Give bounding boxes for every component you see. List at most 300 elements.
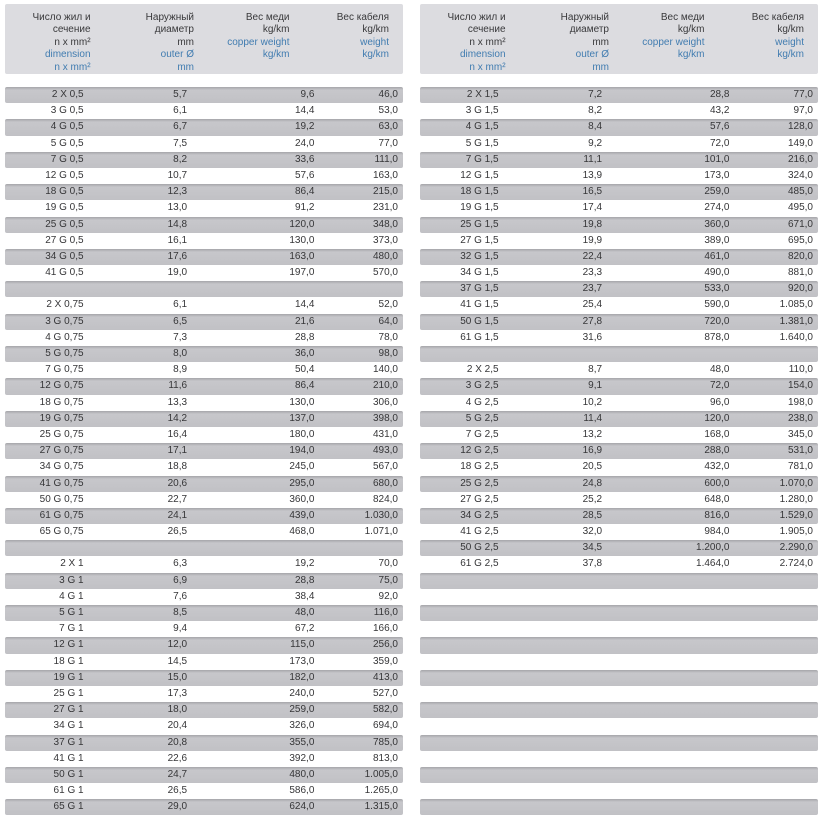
header-line-ru: n x mm² xyxy=(54,36,91,48)
header-line-ru: диаметр xyxy=(569,24,609,36)
cable-weight-cell: 1.030,0 xyxy=(364,509,398,521)
cable-weight-cell: 785,0 xyxy=(372,736,398,748)
outer-diameter-cell: 28,5 xyxy=(582,509,603,521)
table-row xyxy=(420,87,818,103)
header-line-ru: kg/km xyxy=(262,24,290,36)
table-row xyxy=(420,427,818,443)
dimension-cell: 27 G 1 xyxy=(53,704,84,716)
table-row xyxy=(5,459,403,475)
dimension-cell: 19 G 1 xyxy=(53,671,84,683)
table-row xyxy=(5,200,403,216)
table-row xyxy=(5,476,403,492)
dimension-cell: 4 G 1 xyxy=(59,590,84,602)
empty-row xyxy=(420,799,818,815)
header-line-ru: сечение xyxy=(52,24,91,36)
table-row xyxy=(5,621,403,637)
copper-weight-cell: 21,6 xyxy=(294,315,315,327)
dimension-cell: 7 G 1,5 xyxy=(465,153,499,165)
header-line-en: outer Ø xyxy=(160,49,194,61)
copper-weight-cell: 180,0 xyxy=(289,428,315,440)
outer-diameter-cell: 17,6 xyxy=(167,250,188,262)
cable-weight-cell: 1.381,0 xyxy=(779,315,813,327)
outer-diameter-cell: 14,2 xyxy=(167,412,188,424)
dimension-cell: 2 X 0,5 xyxy=(51,89,84,100)
outer-diameter-cell: 25,2 xyxy=(582,493,603,505)
table-row xyxy=(5,702,403,718)
cable-weight-cell: 431,0 xyxy=(372,428,398,440)
outer-diameter-cell: 31,6 xyxy=(582,331,603,343)
outer-diameter-cell: 19,9 xyxy=(582,234,603,246)
outer-diameter-cell: 22,4 xyxy=(582,250,603,262)
cable-weight-cell: 154,0 xyxy=(787,380,813,392)
dimension-cell: 34 G 1,5 xyxy=(460,267,499,279)
outer-diameter-cell: 13,3 xyxy=(167,396,188,408)
outer-diameter-cell: 34,5 xyxy=(582,542,603,554)
outer-diameter-cell: 10,7 xyxy=(167,169,188,181)
cable-weight-cell: 1.315,0 xyxy=(364,801,398,813)
copper-weight-cell: 115,0 xyxy=(290,639,315,651)
header-line-en: n x mm² xyxy=(469,61,506,73)
empty-row xyxy=(420,621,818,637)
copper-weight-cell: 288,0 xyxy=(704,445,730,457)
dimension-cell: 61 G 2,5 xyxy=(460,558,499,570)
outer-diameter-cell: 23,3 xyxy=(582,267,603,279)
cable-weight-cell: 493,0 xyxy=(372,445,398,457)
outer-diameter-cell: 8,5 xyxy=(173,607,188,618)
copper-weight-cell: 194,0 xyxy=(289,445,315,457)
header-line-en: copper weight xyxy=(227,36,290,48)
cable-weight-cell: 215,0 xyxy=(372,186,398,198)
cable-weight-cell: 128,0 xyxy=(787,121,813,133)
table-row xyxy=(420,330,818,346)
outer-diameter-cell: 23,7 xyxy=(582,283,603,295)
cable-weight-cell: 1.085,0 xyxy=(779,299,813,311)
dimension-cell: 18 G 0,5 xyxy=(45,186,84,198)
column-header-cable-weight xyxy=(711,12,811,74)
cable-weight-cell: 480,0 xyxy=(372,250,398,262)
copper-weight-cell: 48,0 xyxy=(709,364,730,376)
cable-weight-cell: 1.905,0 xyxy=(779,526,813,538)
outer-diameter-cell: 8,0 xyxy=(173,348,188,359)
empty-row xyxy=(420,783,818,799)
table-body xyxy=(5,87,403,815)
dimension-cell: 3 G 1,5 xyxy=(465,105,499,117)
cable-weight-cell: 359,0 xyxy=(372,655,398,667)
column-header-dimension xyxy=(420,12,512,74)
empty-row xyxy=(420,605,818,621)
header-line-en: copper weight xyxy=(642,36,705,48)
copper-weight-cell: 57,6 xyxy=(294,169,315,181)
outer-diameter-cell: 18,0 xyxy=(167,704,188,716)
cable-weight-cell: 1.071,0 xyxy=(364,526,398,538)
outer-diameter-cell: 6,9 xyxy=(173,574,188,586)
table-row xyxy=(420,411,818,427)
copper-weight-cell: 355,0 xyxy=(289,736,315,748)
copper-weight-cell: 432,0 xyxy=(704,461,730,473)
copper-weight-cell: 91,2 xyxy=(294,202,315,214)
dimension-cell: 3 G 0,5 xyxy=(50,105,84,117)
outer-diameter-cell: 16,4 xyxy=(167,428,188,440)
dimension-cell: 5 G 0,75 xyxy=(45,348,84,359)
dimension-cell: 4 G 0,5 xyxy=(50,121,84,133)
outer-diameter-cell: 20,6 xyxy=(167,477,188,489)
copper-weight-cell: 36,0 xyxy=(294,348,315,359)
cable-weight-cell: 671,0 xyxy=(787,218,813,230)
outer-diameter-cell: 10,2 xyxy=(582,396,603,408)
copper-weight-cell: 586,0 xyxy=(289,785,315,797)
table-row xyxy=(420,556,818,572)
column-header-dimension xyxy=(5,12,97,74)
copper-weight-cell: 86,4 xyxy=(294,380,315,392)
dimension-cell: 25 G 1 xyxy=(53,687,84,699)
copper-weight-cell: 28,8 xyxy=(709,89,730,100)
table-row xyxy=(420,459,818,475)
dimension-cell: 65 G 0,75 xyxy=(39,526,84,538)
dimension-cell: 12 G 0,5 xyxy=(45,169,84,181)
cable-weight-cell: 324,0 xyxy=(787,169,813,181)
copper-weight-cell: 19,2 xyxy=(294,121,315,133)
header-line-en: kg/km xyxy=(362,49,390,61)
table-row xyxy=(5,233,403,249)
outer-diameter-cell: 17,1 xyxy=(167,445,188,457)
dimension-cell: 18 G 2,5 xyxy=(460,461,499,473)
header-line-en: weight xyxy=(360,36,390,48)
header-line-ru: Наружный xyxy=(145,12,194,23)
table-row xyxy=(5,330,403,346)
dimension-cell: 5 G 2,5 xyxy=(465,412,499,424)
header-line-ru: Вес меди xyxy=(660,12,705,23)
column-header-outer-diameter xyxy=(97,12,200,74)
table-row xyxy=(420,168,818,184)
table-row xyxy=(420,136,818,152)
dimension-cell: 41 G 1 xyxy=(53,752,84,764)
outer-diameter-cell: 7,2 xyxy=(588,89,603,100)
dimension-cell: 65 G 1 xyxy=(53,801,84,813)
dimension-cell: 37 G 1,5 xyxy=(460,283,499,295)
separator-row xyxy=(5,281,403,297)
cable-weight-cell: 1.280,0 xyxy=(779,493,813,505)
outer-diameter-cell: 17,3 xyxy=(167,687,188,699)
cable-weight-cell: 53,0 xyxy=(378,105,398,117)
dimension-cell: 19 G 1,5 xyxy=(460,202,499,214)
header-line-en: mm xyxy=(592,61,609,73)
outer-diameter-cell: 27,8 xyxy=(582,315,603,327)
outer-diameter-cell: 15,0 xyxy=(167,671,188,683)
cable-weight-cell: 110,0 xyxy=(788,364,813,376)
empty-row xyxy=(420,573,818,589)
table-row xyxy=(5,783,403,799)
copper-weight-cell: 389,0 xyxy=(704,234,730,246)
dimension-cell: 50 G 1 xyxy=(53,768,84,780)
outer-diameter-cell: 7,3 xyxy=(173,331,188,343)
copper-weight-cell: 392,0 xyxy=(289,752,315,764)
cable-weight-cell: 116,0 xyxy=(373,607,398,618)
empty-row xyxy=(420,735,818,751)
cable-weight-cell: 306,0 xyxy=(372,396,398,408)
separator-row xyxy=(420,346,818,362)
outer-diameter-cell: 13,0 xyxy=(167,202,188,214)
copper-weight-cell: 259,0 xyxy=(704,186,730,198)
table-row xyxy=(420,119,818,135)
outer-diameter-cell: 8,2 xyxy=(173,153,188,165)
dimension-cell: 12 G 0,75 xyxy=(39,380,84,392)
header-line-en: weight xyxy=(775,36,805,48)
table-row xyxy=(5,443,403,459)
copper-weight-cell: 9,6 xyxy=(300,89,315,100)
header-line-ru: Число жил и xyxy=(32,12,91,23)
outer-diameter-cell: 7,6 xyxy=(173,590,188,602)
dimension-cell: 37 G 1 xyxy=(53,736,84,748)
cable-weight-cell: 373,0 xyxy=(372,234,398,246)
header-line-ru: Число жил и xyxy=(447,12,506,23)
cable-weight-cell: 920,0 xyxy=(787,283,813,295)
copper-weight-cell: 120,0 xyxy=(704,412,730,424)
dimension-cell: 18 G 0,75 xyxy=(39,396,84,408)
table-row xyxy=(420,217,818,233)
copper-weight-cell: 360,0 xyxy=(704,218,730,230)
outer-diameter-cell: 16,9 xyxy=(582,445,603,457)
cable-weight-cell: 1.005,0 xyxy=(364,768,398,780)
table-row xyxy=(5,184,403,200)
table-row xyxy=(420,492,818,508)
copper-weight-cell: 1.464,0 xyxy=(696,558,730,570)
outer-diameter-cell: 6,7 xyxy=(173,121,188,133)
table-row xyxy=(5,670,403,686)
header-line-en: kg/km xyxy=(677,49,705,61)
outer-diameter-cell: 18,8 xyxy=(167,461,188,473)
outer-diameter-cell: 24,1 xyxy=(167,509,188,521)
cable-weight-cell: 881,0 xyxy=(787,267,813,279)
table-row xyxy=(420,281,818,297)
outer-diameter-cell: 8,7 xyxy=(588,364,603,376)
dimension-cell: 3 G 0,75 xyxy=(45,315,84,327)
table-row xyxy=(5,411,403,427)
cable-weight-cell: 567,0 xyxy=(372,461,398,473)
table-row xyxy=(5,136,403,152)
cable-weight-cell: 78,0 xyxy=(378,331,398,343)
cable-weight-cell: 149,0 xyxy=(787,137,813,149)
dimension-cell: 12 G 1 xyxy=(53,639,84,651)
header-line-en: kg/km xyxy=(777,49,805,61)
copper-weight-cell: 533,0 xyxy=(704,283,730,295)
cable-weight-cell: 1.070,0 xyxy=(779,477,813,489)
copper-weight-cell: 163,0 xyxy=(289,250,315,262)
outer-diameter-cell: 24,8 xyxy=(582,477,603,489)
copper-weight-cell: 130,0 xyxy=(289,396,315,408)
outer-diameter-cell: 22,6 xyxy=(167,752,188,764)
dimension-cell: 3 G 2,5 xyxy=(465,380,499,392)
table-row xyxy=(5,556,403,572)
outer-diameter-cell: 11,4 xyxy=(583,412,603,424)
copper-weight-cell: 33,6 xyxy=(294,153,315,165)
table-row xyxy=(5,103,403,119)
outer-diameter-cell: 37,8 xyxy=(582,558,603,570)
outer-diameter-cell: 13,2 xyxy=(582,428,603,440)
table-row xyxy=(5,297,403,313)
cable-weight-cell: 77,0 xyxy=(793,89,813,100)
cable-weight-cell: 485,0 xyxy=(787,186,813,198)
dimension-cell: 41 G 0,75 xyxy=(39,477,84,489)
dimension-cell: 61 G 1,5 xyxy=(460,331,499,343)
outer-diameter-cell: 8,4 xyxy=(588,121,603,133)
header-line-en: n x mm² xyxy=(54,61,91,73)
cable-spec-table-right xyxy=(420,4,818,815)
outer-diameter-cell: 13,9 xyxy=(582,169,603,181)
copper-weight-cell: 173,0 xyxy=(289,655,315,667)
header-line-ru: сечение xyxy=(467,24,506,36)
copper-weight-cell: 137,0 xyxy=(289,412,315,424)
outer-diameter-cell: 26,5 xyxy=(167,785,188,797)
copper-weight-cell: 96,0 xyxy=(709,396,730,408)
dimension-cell: 12 G 2,5 xyxy=(460,445,499,457)
dimension-cell: 18 G 1,5 xyxy=(460,186,499,198)
dimension-cell: 7 G 1 xyxy=(59,623,84,635)
cable-weight-cell: 1.640,0 xyxy=(779,331,813,343)
table-row xyxy=(420,443,818,459)
outer-diameter-cell: 32,0 xyxy=(582,526,603,538)
dimension-cell: 34 G 0,75 xyxy=(39,461,84,473)
outer-diameter-cell: 6,1 xyxy=(173,105,188,117)
table-row xyxy=(5,362,403,378)
copper-weight-cell: 600,0 xyxy=(704,477,730,489)
header-line-en: dimension xyxy=(44,49,91,61)
cable-weight-cell: 348,0 xyxy=(372,218,398,230)
table-row xyxy=(5,314,403,330)
copper-weight-cell: 490,0 xyxy=(704,267,730,279)
outer-diameter-cell: 7,5 xyxy=(173,137,188,149)
table-row xyxy=(5,378,403,394)
table-row xyxy=(5,799,403,815)
column-header-cable-weight xyxy=(296,12,396,74)
cable-weight-cell: 77,0 xyxy=(378,137,398,149)
outer-diameter-cell: 22,7 xyxy=(167,493,188,505)
cable-weight-cell: 413,0 xyxy=(372,671,398,683)
empty-row xyxy=(420,686,818,702)
header-line-ru: Наружный xyxy=(560,12,609,23)
cable-weight-cell: 2.290,0 xyxy=(779,542,813,554)
dimension-cell: 18 G 1 xyxy=(53,655,84,667)
copper-weight-cell: 67,2 xyxy=(294,623,315,635)
outer-diameter-cell: 19,8 xyxy=(582,218,603,230)
outer-diameter-cell: 11,6 xyxy=(168,380,188,392)
table-row xyxy=(420,200,818,216)
outer-diameter-cell: 9,4 xyxy=(173,623,188,635)
outer-diameter-cell: 14,5 xyxy=(167,655,188,667)
dimension-cell: 50 G 2,5 xyxy=(460,542,499,554)
copper-weight-cell: 14,4 xyxy=(294,105,315,117)
table-row xyxy=(5,217,403,233)
header-line-en: dimension xyxy=(459,49,506,61)
cable-weight-cell: 695,0 xyxy=(787,234,813,246)
cable-weight-cell: 1.265,0 xyxy=(364,785,398,797)
cable-weight-cell: 813,0 xyxy=(372,752,398,764)
table-row xyxy=(5,767,403,783)
copper-weight-cell: 50,4 xyxy=(294,364,315,376)
copper-weight-cell: 72,0 xyxy=(709,380,730,392)
copper-weight-cell: 590,0 xyxy=(704,299,730,311)
dimension-cell: 41 G 2,5 xyxy=(460,526,499,538)
copper-weight-cell: 182,0 xyxy=(289,671,315,683)
outer-diameter-cell: 12,0 xyxy=(167,639,188,651)
empty-row xyxy=(420,654,818,670)
cable-weight-cell: 97,0 xyxy=(793,105,813,117)
header-line-ru: kg/km xyxy=(677,24,705,36)
dimension-cell: 27 G 0,75 xyxy=(39,445,84,457)
cable-weight-cell: 92,0 xyxy=(378,590,398,602)
dimension-cell: 2 X 0,75 xyxy=(46,299,84,311)
copper-weight-cell: 120,0 xyxy=(289,218,315,230)
empty-row xyxy=(420,702,818,718)
dimension-cell: 5 G 1,5 xyxy=(465,137,499,149)
cable-weight-cell: 216,0 xyxy=(787,153,813,165)
cable-weight-cell: 210,0 xyxy=(372,380,398,392)
copper-weight-cell: 48,0 xyxy=(294,607,315,618)
outer-diameter-cell: 24,7 xyxy=(167,768,188,780)
empty-row xyxy=(420,767,818,783)
dimension-cell: 7 G 0,5 xyxy=(50,153,84,165)
table-row xyxy=(420,314,818,330)
copper-weight-cell: 295,0 xyxy=(289,477,315,489)
table-row xyxy=(420,540,818,556)
cable-weight-cell: 495,0 xyxy=(787,202,813,214)
copper-weight-cell: 130,0 xyxy=(289,234,315,246)
dimension-cell: 34 G 0,5 xyxy=(45,250,84,262)
cable-weight-cell: 256,0 xyxy=(372,639,398,651)
copper-weight-cell: 173,0 xyxy=(704,169,730,181)
copper-weight-cell: 24,0 xyxy=(294,137,315,149)
outer-diameter-cell: 5,7 xyxy=(173,89,188,100)
table-row xyxy=(5,735,403,751)
dimension-cell: 25 G 2,5 xyxy=(460,477,499,489)
cable-weight-cell: 75,0 xyxy=(378,574,398,586)
header-line-ru: n x mm² xyxy=(469,36,506,48)
outer-diameter-cell: 11,1 xyxy=(583,153,603,165)
cable-weight-cell: 570,0 xyxy=(372,267,398,279)
table-row xyxy=(420,395,818,411)
cable-weight-cell: 238,0 xyxy=(787,412,813,424)
header-line-en: mm xyxy=(177,61,194,73)
copper-weight-cell: 439,0 xyxy=(289,509,315,521)
empty-row xyxy=(420,751,818,767)
copper-weight-cell: 1.200,0 xyxy=(696,542,730,554)
cable-spec-table-left xyxy=(5,4,403,815)
copper-weight-cell: 19,2 xyxy=(294,558,315,570)
header-line-ru: Вес кабеля xyxy=(751,12,805,23)
dimension-cell: 4 G 0,75 xyxy=(45,331,84,343)
copper-weight-cell: 43,2 xyxy=(709,105,730,117)
column-header-outer-diameter xyxy=(512,12,615,74)
outer-diameter-cell: 12,3 xyxy=(167,186,188,198)
table-row xyxy=(5,524,403,540)
cable-weight-cell: 694,0 xyxy=(372,720,398,732)
table-row xyxy=(5,152,403,168)
cable-weight-cell: 582,0 xyxy=(372,704,398,716)
dimension-cell: 7 G 2,5 xyxy=(465,428,499,440)
header-line-ru: mm xyxy=(177,36,194,48)
table-row xyxy=(420,249,818,265)
copper-weight-cell: 240,0 xyxy=(289,687,315,699)
copper-weight-cell: 648,0 xyxy=(704,493,730,505)
cable-weight-cell: 345,0 xyxy=(787,428,813,440)
dimension-cell: 2 X 2,5 xyxy=(466,364,499,376)
cable-weight-cell: 64,0 xyxy=(378,315,398,327)
empty-row xyxy=(420,670,818,686)
copper-weight-cell: 720,0 xyxy=(704,315,730,327)
table-row xyxy=(5,427,403,443)
cable-weight-cell: 98,0 xyxy=(378,348,398,359)
outer-diameter-cell: 29,0 xyxy=(167,801,188,813)
cable-weight-cell: 46,0 xyxy=(378,89,398,100)
